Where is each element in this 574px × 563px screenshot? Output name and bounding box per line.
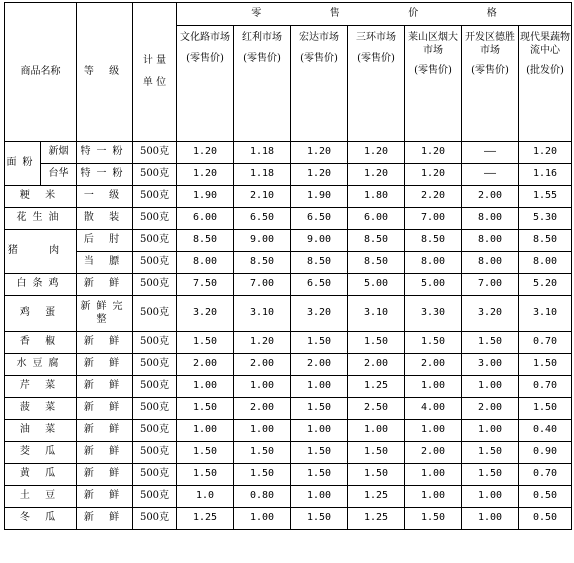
price-cell: 1.00 (291, 376, 348, 398)
market-header: 开发区德胜市场 (零售价) (462, 26, 519, 142)
product-name-cell: 黄 瓜 (5, 464, 77, 486)
unit-cell: 500克 (133, 376, 177, 398)
unit-cell: 500克 (133, 164, 177, 186)
price-cell: 6.50 (291, 208, 348, 230)
price-cell: 8.00 (177, 252, 234, 274)
grade-cell: 当 膘 (77, 252, 133, 274)
price-cell: 1.20 (405, 142, 462, 164)
price-cell: 1.50 (177, 332, 234, 354)
price-cell: 2.50 (348, 398, 405, 420)
price-cell: 1.50 (291, 464, 348, 486)
table-row (5, 142, 572, 164)
price-cell: 1.00 (177, 376, 234, 398)
product-name-cell: 粳 米 (5, 186, 77, 208)
unit-cell: 500克 (133, 296, 177, 332)
price-cell: 1.00 (405, 376, 462, 398)
price-cell: 1.20 (405, 164, 462, 186)
price-cell: 3.10 (348, 296, 405, 332)
price-cell: 1.00 (462, 420, 519, 442)
product-name-cell: 菠 菜 (5, 398, 77, 420)
price-cell: —— (462, 142, 519, 164)
price-cell: 0.70 (519, 332, 572, 354)
price-cell: 1.00 (291, 420, 348, 442)
table-row (5, 164, 572, 186)
price-cell: 7.00 (462, 274, 519, 296)
product-name-header: 商品名称 (5, 3, 77, 142)
grade-cell: 新鲜完整 (77, 296, 133, 332)
price-cell: 1.50 (519, 398, 572, 420)
price-cell: 1.25 (348, 376, 405, 398)
unit-cell: 500克 (133, 442, 177, 464)
price-cell: 0.70 (519, 464, 572, 486)
price-cell: 8.50 (348, 230, 405, 252)
price-cell: 2.00 (462, 398, 519, 420)
product-name-cell: 茭 瓜 (5, 442, 77, 464)
grade-cell: 散 装 (77, 208, 133, 230)
price-cell: 1.50 (405, 508, 462, 530)
price-cell: 2.20 (405, 186, 462, 208)
price-cell: 2.00 (234, 354, 291, 376)
price-cell: 1.00 (462, 508, 519, 530)
price-cell: 1.00 (462, 486, 519, 508)
product-name-cell: 香 椒 (5, 332, 77, 354)
price-cell: 1.00 (291, 486, 348, 508)
price-cell: 1.50 (291, 398, 348, 420)
unit-cell: 500克 (133, 252, 177, 274)
price-cell: 1.0 (177, 486, 234, 508)
unit-cell: 500克 (133, 420, 177, 442)
table-row (5, 252, 572, 274)
unit-cell: 500克 (133, 398, 177, 420)
unit-cell: 500克 (133, 208, 177, 230)
price-cell: 9.00 (234, 230, 291, 252)
price-cell: 2.00 (405, 354, 462, 376)
price-cell: 3.30 (405, 296, 462, 332)
product-name-cell: 油 菜 (5, 420, 77, 442)
grade-cell: 新 鲜 (77, 420, 133, 442)
price-cell: 1.20 (348, 142, 405, 164)
price-cell: 8.50 (177, 230, 234, 252)
table-row (5, 274, 572, 296)
price-cell: 5.00 (348, 274, 405, 296)
price-cell: 8.50 (348, 252, 405, 274)
price-cell: 7.00 (234, 274, 291, 296)
price-cell: 2.00 (177, 354, 234, 376)
table-row (5, 230, 572, 252)
grade-cell: 新 鲜 (77, 332, 133, 354)
price-cell: 2.10 (234, 186, 291, 208)
price-cell: 1.50 (291, 508, 348, 530)
market-header: 红利市场 (零售价) (234, 26, 291, 142)
table-row (5, 420, 572, 442)
price-cell: 6.00 (177, 208, 234, 230)
price-cell: 1.00 (405, 464, 462, 486)
price-cell: 1.50 (177, 464, 234, 486)
price-cell: 5.00 (405, 274, 462, 296)
table-row (5, 376, 572, 398)
price-cell: 2.00 (348, 354, 405, 376)
price-cell: 8.00 (462, 230, 519, 252)
grade-cell: 新 鲜 (77, 398, 133, 420)
price-cell: 1.50 (462, 442, 519, 464)
grade-cell: 新 鲜 (77, 508, 133, 530)
price-cell: 1.25 (177, 508, 234, 530)
table-row (5, 332, 572, 354)
price-cell: 1.80 (348, 186, 405, 208)
product-name-cell: 新烟 (41, 142, 77, 164)
price-cell: 0.70 (519, 376, 572, 398)
price-cell: 2.00 (405, 442, 462, 464)
price-cell: 1.20 (234, 332, 291, 354)
price-cell: 5.20 (519, 274, 572, 296)
table-row (5, 354, 572, 376)
price-cell: 1.50 (348, 442, 405, 464)
price-cell: 1.50 (405, 332, 462, 354)
price-cell: 3.10 (234, 296, 291, 332)
price-cell: 1.20 (348, 164, 405, 186)
price-cell: 1.50 (234, 464, 291, 486)
price-cell: 1.50 (348, 332, 405, 354)
table-row (5, 398, 572, 420)
table-row (5, 186, 572, 208)
price-cell: 1.90 (177, 186, 234, 208)
price-cell: 2.00 (462, 186, 519, 208)
price-cell: 1.20 (177, 142, 234, 164)
price-cell: 8.00 (462, 208, 519, 230)
price-cell: 7.50 (177, 274, 234, 296)
price-cell: 9.00 (291, 230, 348, 252)
price-cell: 7.00 (405, 208, 462, 230)
grade-cell: 一 级 (77, 186, 133, 208)
market-header: 三环市场 (零售价) (348, 26, 405, 142)
price-cell: 0.80 (234, 486, 291, 508)
unit-cell: 500克 (133, 274, 177, 296)
price-cell: 1.00 (462, 376, 519, 398)
unit-header: 计 量 单 位 (133, 3, 177, 142)
market-header: 莱山区烟大市场 (零售价) (405, 26, 462, 142)
unit-cell: 500克 (133, 230, 177, 252)
product-group-cell: 面粉 (5, 142, 41, 186)
grade-cell: 新 鲜 (77, 274, 133, 296)
price-cell: 1.00 (234, 508, 291, 530)
price-cell: 1.50 (234, 442, 291, 464)
price-cell: 2.00 (291, 354, 348, 376)
market-header: 文化路市场 (零售价) (177, 26, 234, 142)
price-cell: 1.00 (348, 420, 405, 442)
price-cell: 8.50 (405, 230, 462, 252)
table-row (5, 296, 572, 332)
price-cell: 1.50 (462, 332, 519, 354)
price-cell: 3.10 (519, 296, 572, 332)
grade-header: 等 级 (77, 3, 133, 142)
product-name-cell: 土 豆 (5, 486, 77, 508)
price-cell: 6.50 (234, 208, 291, 230)
price-cell: 1.20 (291, 164, 348, 186)
grade-cell: 新 鲜 (77, 376, 133, 398)
grade-cell: 新 鲜 (77, 464, 133, 486)
price-cell: 1.55 (519, 186, 572, 208)
product-name-cell: 水豆腐 (5, 354, 77, 376)
unit-cell: 500克 (133, 142, 177, 164)
grade-cell: 特一粉 (77, 164, 133, 186)
price-cell: 5.30 (519, 208, 572, 230)
grade-cell: 后 肘 (77, 230, 133, 252)
price-cell: 1.20 (177, 164, 234, 186)
unit-cell: 500克 (133, 508, 177, 530)
price-cell: 1.50 (177, 398, 234, 420)
grade-cell: 新 鲜 (77, 442, 133, 464)
price-cell: 4.00 (405, 398, 462, 420)
price-cell: 6.50 (291, 274, 348, 296)
price-cell: 0.50 (519, 508, 572, 530)
table-row (5, 442, 572, 464)
price-cell: 1.18 (234, 164, 291, 186)
price-cell: 1.00 (234, 376, 291, 398)
price-cell: 0.90 (519, 442, 572, 464)
price-cell: 1.18 (234, 142, 291, 164)
price-cell: 1.20 (519, 142, 572, 164)
unit-cell: 500克 (133, 186, 177, 208)
price-cell: 1.25 (348, 486, 405, 508)
price-cell: 1.50 (291, 442, 348, 464)
price-cell: 1.00 (405, 486, 462, 508)
price-cell: 3.00 (462, 354, 519, 376)
price-cell: 2.00 (234, 398, 291, 420)
price-cell: 1.90 (291, 186, 348, 208)
product-name-cell: 冬 瓜 (5, 508, 77, 530)
price-cell: 3.20 (177, 296, 234, 332)
price-cell: 8.50 (291, 252, 348, 274)
price-cell: 1.25 (348, 508, 405, 530)
price-cell: 1.50 (348, 464, 405, 486)
table-row (5, 464, 572, 486)
price-cell: 6.00 (348, 208, 405, 230)
table-row (5, 508, 572, 530)
product-name-cell: 白条鸡 (5, 274, 77, 296)
price-cell: 1.00 (234, 420, 291, 442)
price-cell: 1.00 (405, 420, 462, 442)
price-cell: 8.00 (405, 252, 462, 274)
unit-cell: 500克 (133, 332, 177, 354)
table-row (5, 486, 572, 508)
unit-cell: 500克 (133, 354, 177, 376)
product-name-cell: 花生油 (5, 208, 77, 230)
retail-price-header: 零 售 价 格 (177, 3, 572, 26)
price-cell: —— (462, 164, 519, 186)
unit-cell: 500克 (133, 464, 177, 486)
price-cell: 1.50 (177, 442, 234, 464)
price-cell: 1.50 (291, 332, 348, 354)
price-cell: 1.50 (519, 354, 572, 376)
table-row (5, 208, 572, 230)
price-cell: 0.40 (519, 420, 572, 442)
market-header: 宏达市场 (零售价) (291, 26, 348, 142)
price-cell: 1.00 (177, 420, 234, 442)
price-cell: 8.50 (519, 230, 572, 252)
price-table (4, 2, 572, 530)
grade-cell: 新 鲜 (77, 354, 133, 376)
product-name-cell: 芹 菜 (5, 376, 77, 398)
price-cell: 3.20 (462, 296, 519, 332)
unit-cell: 500克 (133, 486, 177, 508)
product-group-cell: 猪 肉 (5, 230, 77, 274)
price-cell: 1.20 (291, 142, 348, 164)
market-header: 现代果蔬物流中心 (批发价) (519, 26, 572, 142)
price-cell: 8.50 (234, 252, 291, 274)
price-cell: 8.00 (519, 252, 572, 274)
grade-cell: 特一粉 (77, 142, 133, 164)
grade-cell: 新 鲜 (77, 486, 133, 508)
price-cell: 8.00 (462, 252, 519, 274)
price-cell: 1.50 (462, 464, 519, 486)
price-cell: 0.50 (519, 486, 572, 508)
product-name-cell: 鸡 蛋 (5, 296, 77, 332)
product-name-cell: 台华 (41, 164, 77, 186)
price-cell: 3.20 (291, 296, 348, 332)
price-cell: 1.16 (519, 164, 572, 186)
